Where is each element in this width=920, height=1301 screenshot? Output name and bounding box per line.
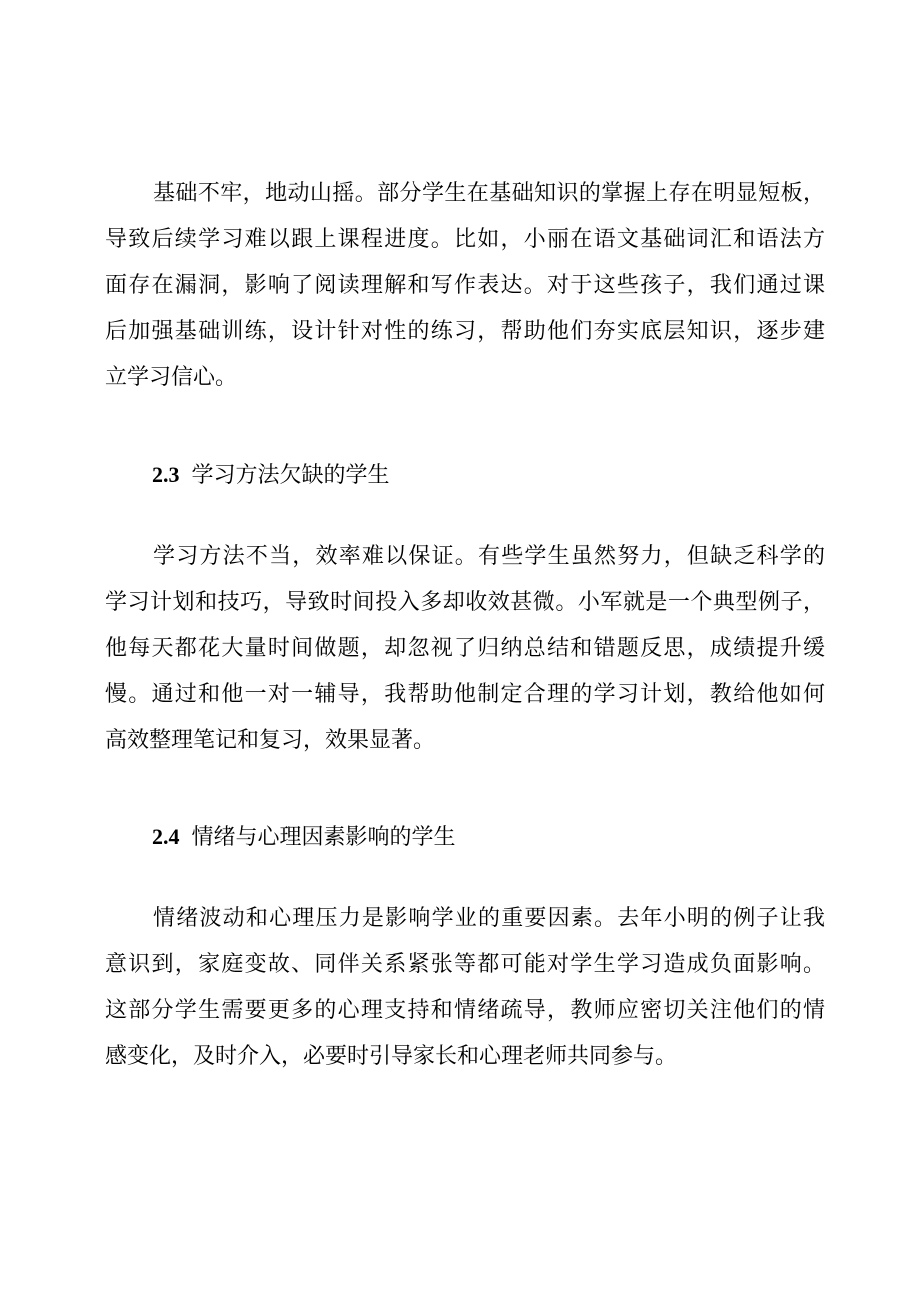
section-title: 学习方法欠缺的学生 — [191, 463, 390, 488]
section-number: 2.4 — [152, 824, 180, 849]
paragraph-foundation — [105, 171, 825, 401]
paragraph-line: 情绪波动和心理压力是影响学业的重要因素。去年小明的例子让我 — [153, 906, 825, 931]
paragraph-line: 这部分学生需要更多的心理支持和情绪疏导，教师应密切关注他们的情 — [105, 998, 825, 1023]
paragraph-line: 慢。通过和他一对一辅导，我帮助他制定合理的学习计划，教给他如何 — [105, 682, 825, 707]
section-number: 2.3 — [152, 462, 180, 487]
paragraph-line: 学习方法不当，效率难以保证。有些学生虽然努力，但缺乏科学的 — [153, 544, 825, 569]
section-title: 情绪与心理因素影响的学生 — [191, 825, 456, 850]
paragraph-line: 基础不牢，地动山摇。部分学生在基础知识的掌握上存在明显短板， — [153, 181, 825, 206]
paragraph-line: 他每天都花大量时间做题，却忽视了归纳总结和错题反思，成绩提升缓 — [105, 636, 825, 661]
paragraph-emotional-factors — [105, 896, 825, 1080]
paragraph-line: 导致后续学习难以跟上课程进度。比如，小丽在语文基础词汇和语法方 — [105, 227, 825, 252]
paragraph-study-methods — [105, 534, 825, 764]
paragraph-line: 高效整理笔记和复习，效果显著。 — [105, 728, 436, 753]
section-heading-2-4 — [152, 822, 456, 853]
paragraph-line: 立学习信心。 — [105, 365, 238, 390]
paragraph-line: 感变化，及时介入，必要时引导家长和心理老师共同参与。 — [105, 1044, 678, 1069]
paragraph-line: 后加强基础训练，设计针对性的练习，帮助他们夯实底层知识，逐步建 — [105, 319, 825, 344]
section-heading-2-3 — [152, 460, 390, 491]
paragraph-line: 面存在漏洞，影响了阅读理解和写作表达。对于这些孩子，我们通过课 — [105, 273, 825, 298]
paragraph-line: 意识到，家庭变故、同伴关系紧张等都可能对学生学习造成负面影响。 — [105, 952, 825, 977]
paragraph-line: 学习计划和技巧，导致时间投入多却收效甚微。小军就是一个典型例子， — [105, 590, 825, 615]
